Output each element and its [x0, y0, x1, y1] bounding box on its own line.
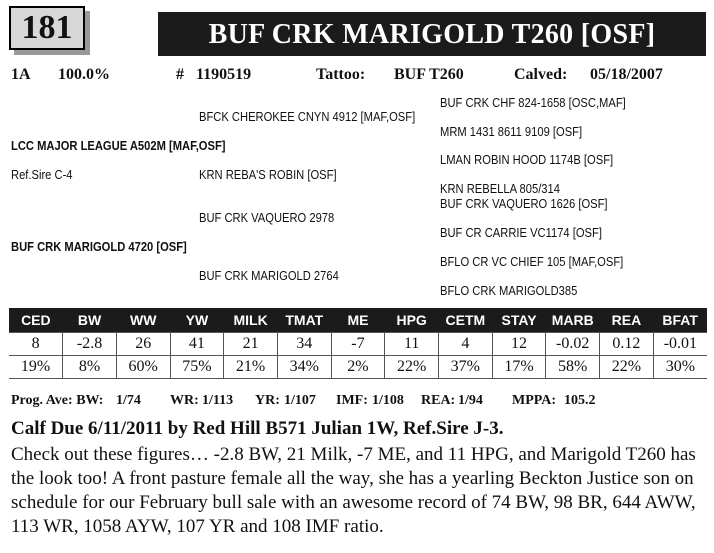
- prog-bw-label: Prog. Ave: BW:: [11, 393, 104, 408]
- pedigree-sdd: KRN REBELLA 805/314: [440, 181, 560, 196]
- epd-percentile: 21%: [224, 356, 278, 379]
- mppa-label: MPPA:: [512, 393, 557, 408]
- epd-header: BFAT: [653, 308, 707, 333]
- epd-table: [9, 308, 707, 379]
- epd-percentile: 75%: [170, 356, 224, 379]
- epd-header: BW: [63, 308, 117, 333]
- epd-percentile: 37%: [439, 356, 493, 379]
- ref-sire: Ref.Sire C-4: [11, 167, 73, 182]
- epd-header: HPG: [385, 308, 439, 333]
- epd-value: 0.12: [600, 333, 654, 356]
- prog-rea-value: 1/94: [458, 393, 483, 408]
- epd-value: 8: [9, 333, 63, 356]
- pedigree-dss: BUF CRK VAQUERO 1626 [OSF]: [440, 196, 608, 211]
- epd-header: STAY: [492, 308, 546, 333]
- epd-percentile: 34%: [277, 356, 331, 379]
- pedigree-ddd: BFLO CRK MARIGOLD385: [440, 283, 578, 298]
- epd-header: TMAT: [277, 308, 331, 333]
- epd-percentile: 17%: [492, 356, 546, 379]
- epd-value: -0.01: [653, 333, 707, 356]
- epd-value: -2.8: [63, 333, 117, 356]
- prog-wr-value: 1/113: [202, 393, 234, 408]
- epd-header: YW: [170, 308, 224, 333]
- prog-bw-value: 1/74: [116, 393, 141, 408]
- calved-date: 05/18/2007: [590, 66, 663, 83]
- epd-values-row: [9, 333, 707, 356]
- epd-percentile: 19%: [9, 356, 63, 379]
- epd-header: CED: [9, 308, 63, 333]
- epd-header: REA: [600, 308, 654, 333]
- epd-value: -7: [331, 333, 385, 356]
- calf-due-note: Calf Due 6/11/2011 by Red Hill B571 Julian 1W, Ref.Sire J-3.: [11, 418, 504, 439]
- epd-header: CETM: [439, 308, 493, 333]
- epd-value: 21: [224, 333, 278, 356]
- epd-header: WW: [116, 308, 170, 333]
- epd-header-row: [9, 308, 707, 333]
- epd-value: 41: [170, 333, 224, 356]
- epd-value: 12: [492, 333, 546, 356]
- epd-value: 11: [385, 333, 439, 356]
- prog-yr-value: 1/107: [284, 393, 316, 408]
- pedigree-dds: BFLO CR VC CHIEF 105 [MAF,OSF]: [440, 254, 624, 269]
- reg-label: #: [176, 66, 184, 83]
- mppa-value: 105.2: [564, 393, 596, 408]
- prog-imf-value: 1/108: [372, 393, 404, 408]
- breed-code: 1A: [11, 66, 31, 83]
- epd-value: 34: [277, 333, 331, 356]
- epd-value: 4: [439, 333, 493, 356]
- epd-percentile: 60%: [116, 356, 170, 379]
- epd-percentile: 22%: [385, 356, 439, 379]
- breed-percent: 100.0%: [58, 66, 110, 83]
- epd-percentile: 2%: [331, 356, 385, 379]
- calved-label: Calved:: [514, 66, 568, 83]
- pedigree-sire: LCC MAJOR LEAGUE A502M [MAF,OSF]: [11, 138, 226, 153]
- pedigree-sire-sire: BFCK CHEROKEE CNYN 4912 [MAF,OSF]: [199, 109, 416, 124]
- epd-header: ME: [331, 308, 385, 333]
- epd-percentile: 58%: [546, 356, 600, 379]
- pedigree-sire-dam: KRN REBA'S ROBIN [OSF]: [199, 167, 337, 182]
- pedigree-dsd: BUF CR CARRIE VC1174 [OSF]: [440, 225, 602, 240]
- pedigree-dam: BUF CRK MARIGOLD 4720 [OSF]: [11, 239, 187, 254]
- epd-header: MARB: [546, 308, 600, 333]
- pedigree-ssd: MRM 1431 8611 9109 [OSF]: [440, 124, 583, 139]
- tattoo-value: BUF T260: [394, 66, 464, 83]
- epd-percentile: 30%: [653, 356, 707, 379]
- pedigree-dam-sire: BUF CRK VAQUERO 2978: [199, 210, 335, 225]
- prog-imf-label: IMF:: [336, 393, 368, 408]
- prog-rea-label: REA:: [421, 393, 456, 408]
- registration-number: 1190519: [196, 66, 252, 83]
- epd-value: 26: [116, 333, 170, 356]
- prog-yr-label: YR:: [255, 393, 280, 408]
- epd-value: -0.02: [546, 333, 600, 356]
- epd-percentile: 8%: [63, 356, 117, 379]
- description-text: Check out these figures… -2.8 BW, 21 Milk, -7 ME, and 11 HPG, and Marigold T260 has the look too! A front pasture female all the way, she has a yearling Beckton Justice son on schedule for our February bull sale with an awesome record of 74 BW, 98 BR, 644 AWW, 113 WR, 1058 AYW, 107 YR and 108 IMF ratio.: [11, 444, 696, 537]
- pedigree-dam-dam: BUF CRK MARIGOLD 2764: [199, 268, 339, 283]
- epd-percentile-row: [9, 356, 707, 379]
- pedigree-sds: LMAN ROBIN HOOD 1174B [OSF]: [440, 152, 614, 167]
- tattoo-label: Tattoo:: [316, 66, 366, 83]
- epd-header: MILK: [224, 308, 278, 333]
- lot-number: 181: [9, 6, 85, 50]
- pedigree-sss: BUF CRK CHF 824-1658 [OSC,MAF]: [440, 95, 626, 110]
- animal-name-banner: BUF CRK MARIGOLD T260 [OSF]: [158, 12, 706, 56]
- prog-wr-label: WR:: [170, 393, 199, 408]
- epd-percentile: 22%: [600, 356, 654, 379]
